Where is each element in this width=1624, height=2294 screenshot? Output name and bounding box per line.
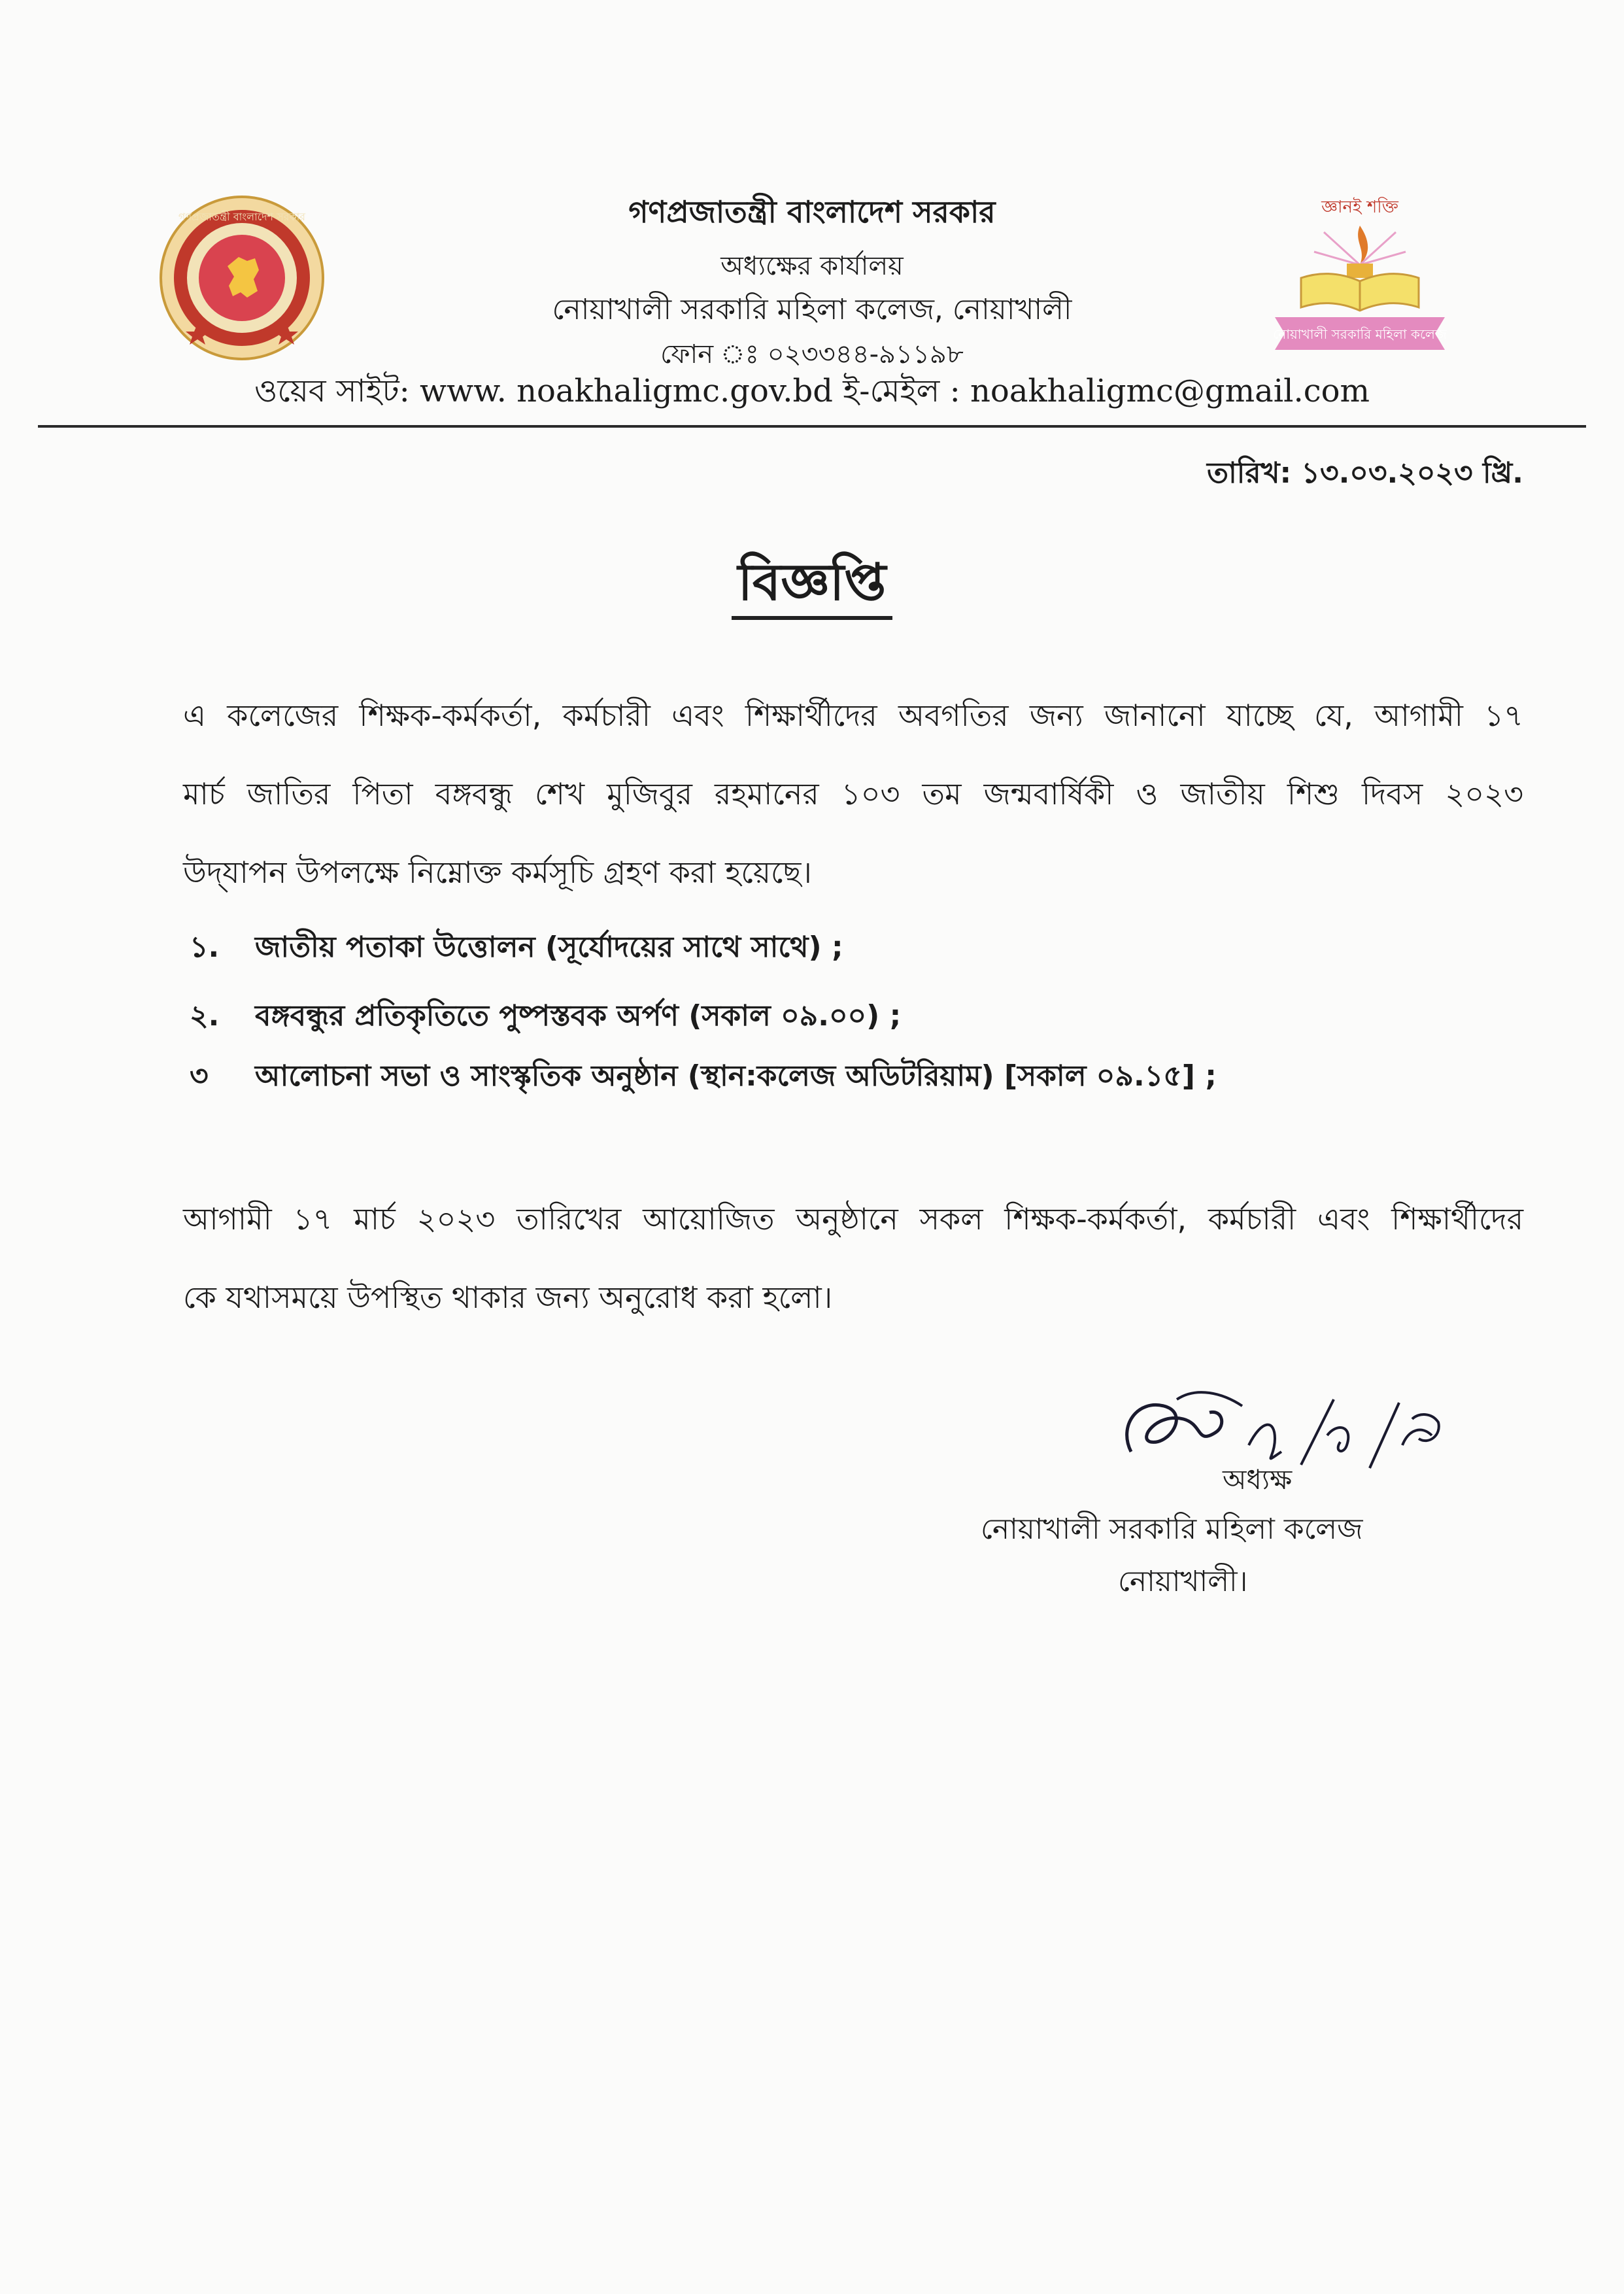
notice-title xyxy=(0,543,1624,628)
notice-date: তারিখ: ১৩.০৩.২০২৩ খ্রি. xyxy=(1207,456,1523,490)
program-item-number: ১. xyxy=(190,931,220,964)
header-divider xyxy=(38,425,1586,428)
paragraph-2-line-2: কে যথাসময়ে উপস্থিত থাকার জন্য অনুরোধ করা হলো। xyxy=(183,1280,833,1315)
paragraph-1-line-1: এ কলেজের শিক্ষক-কর্মকর্তা, কর্মচারী এবং শিক্ষার্থীদের অবগতির জন্য জানানো যাচ্ছে যে, আগামী ১৭ xyxy=(183,698,1523,733)
paragraph-2-line-1: আগামী ১৭ মার্চ ২০২৩ তারিখের আয়োজিত অনুষ্ঠানে সকল শিক্ষক-কর্মকর্তা, কর্মচারী এবং শিক্ষার্থীদের xyxy=(183,1201,1523,1237)
program-item-text: আলোচনা সভা ও সাংস্কৃতিক অনুষ্ঠান (স্থান:কলেজ অডিটরিয়াম) [সকাল ০৯.১৫] ; xyxy=(255,1059,1217,1093)
signatory-place: নোয়াখালী। xyxy=(1118,1565,1248,1598)
signatory-title: অধ্যক্ষ xyxy=(1223,1464,1293,1496)
program-item-number: ৩ xyxy=(190,1059,209,1093)
office-name: অধ্যক্ষের কার্যালয় xyxy=(720,251,904,281)
program-item xyxy=(190,925,843,973)
college-motto: জ্ঞানই শক্তি xyxy=(1321,197,1398,217)
college-banner-text: নোয়াখালী সরকারি মহিলা কলেজ xyxy=(1273,326,1447,342)
contact-web-email: ওয়েব সাইট: www. noakhaligmc.gov.bd ই-মেইল : noakhaligmc@gmail.com xyxy=(254,373,1370,409)
program-item xyxy=(190,994,901,1042)
seal-text: গণপ্রজাতন্ত্রী বাংলাদেশ সরকার xyxy=(178,211,306,223)
program-item xyxy=(190,1054,1217,1102)
signatory-college: নোয়াখালী সরকারি মহিলা কলেজ xyxy=(981,1513,1363,1546)
college-name: নোয়াখালী সরকারি মহিলা কলেজ, নোয়াখালী xyxy=(552,293,1072,326)
paragraph-1-line-2: মার্চ জাতির পিতা বঙ্গবন্ধু শেখ মুজিবুর রহমানের ১০৩ তম জন্মবার্ষিকী ও জাতীয় শিশু দিবস ২০২৩ xyxy=(183,776,1523,812)
notice-title-text: বিজ্ঞপ্তি xyxy=(732,553,893,620)
program-item-number: ২. xyxy=(190,999,220,1033)
program-item-text: জাতীয় পতাকা উত্তোলন (সূর্যোদয়ের সাথে সাথে) ; xyxy=(255,931,843,964)
paragraph-1-line-3: উদ্‌যাপন উপলক্ষে নিম্নোক্ত কর্মসূচি গ্রহণ করা হয়েছে। xyxy=(183,855,812,890)
phone-number: ফোন ঃ ০২৩৩৪৪-৯১১৯৮ xyxy=(660,339,964,369)
program-item-text: বঙ্গবন্ধুর প্রতিকৃতিতে পুষ্পস্তবক অর্পণ (সকাল ০৯.০০) ; xyxy=(255,999,902,1033)
government-name: গণপ্রজাতন্ত্রী বাংলাদেশ সরকার xyxy=(628,194,996,230)
